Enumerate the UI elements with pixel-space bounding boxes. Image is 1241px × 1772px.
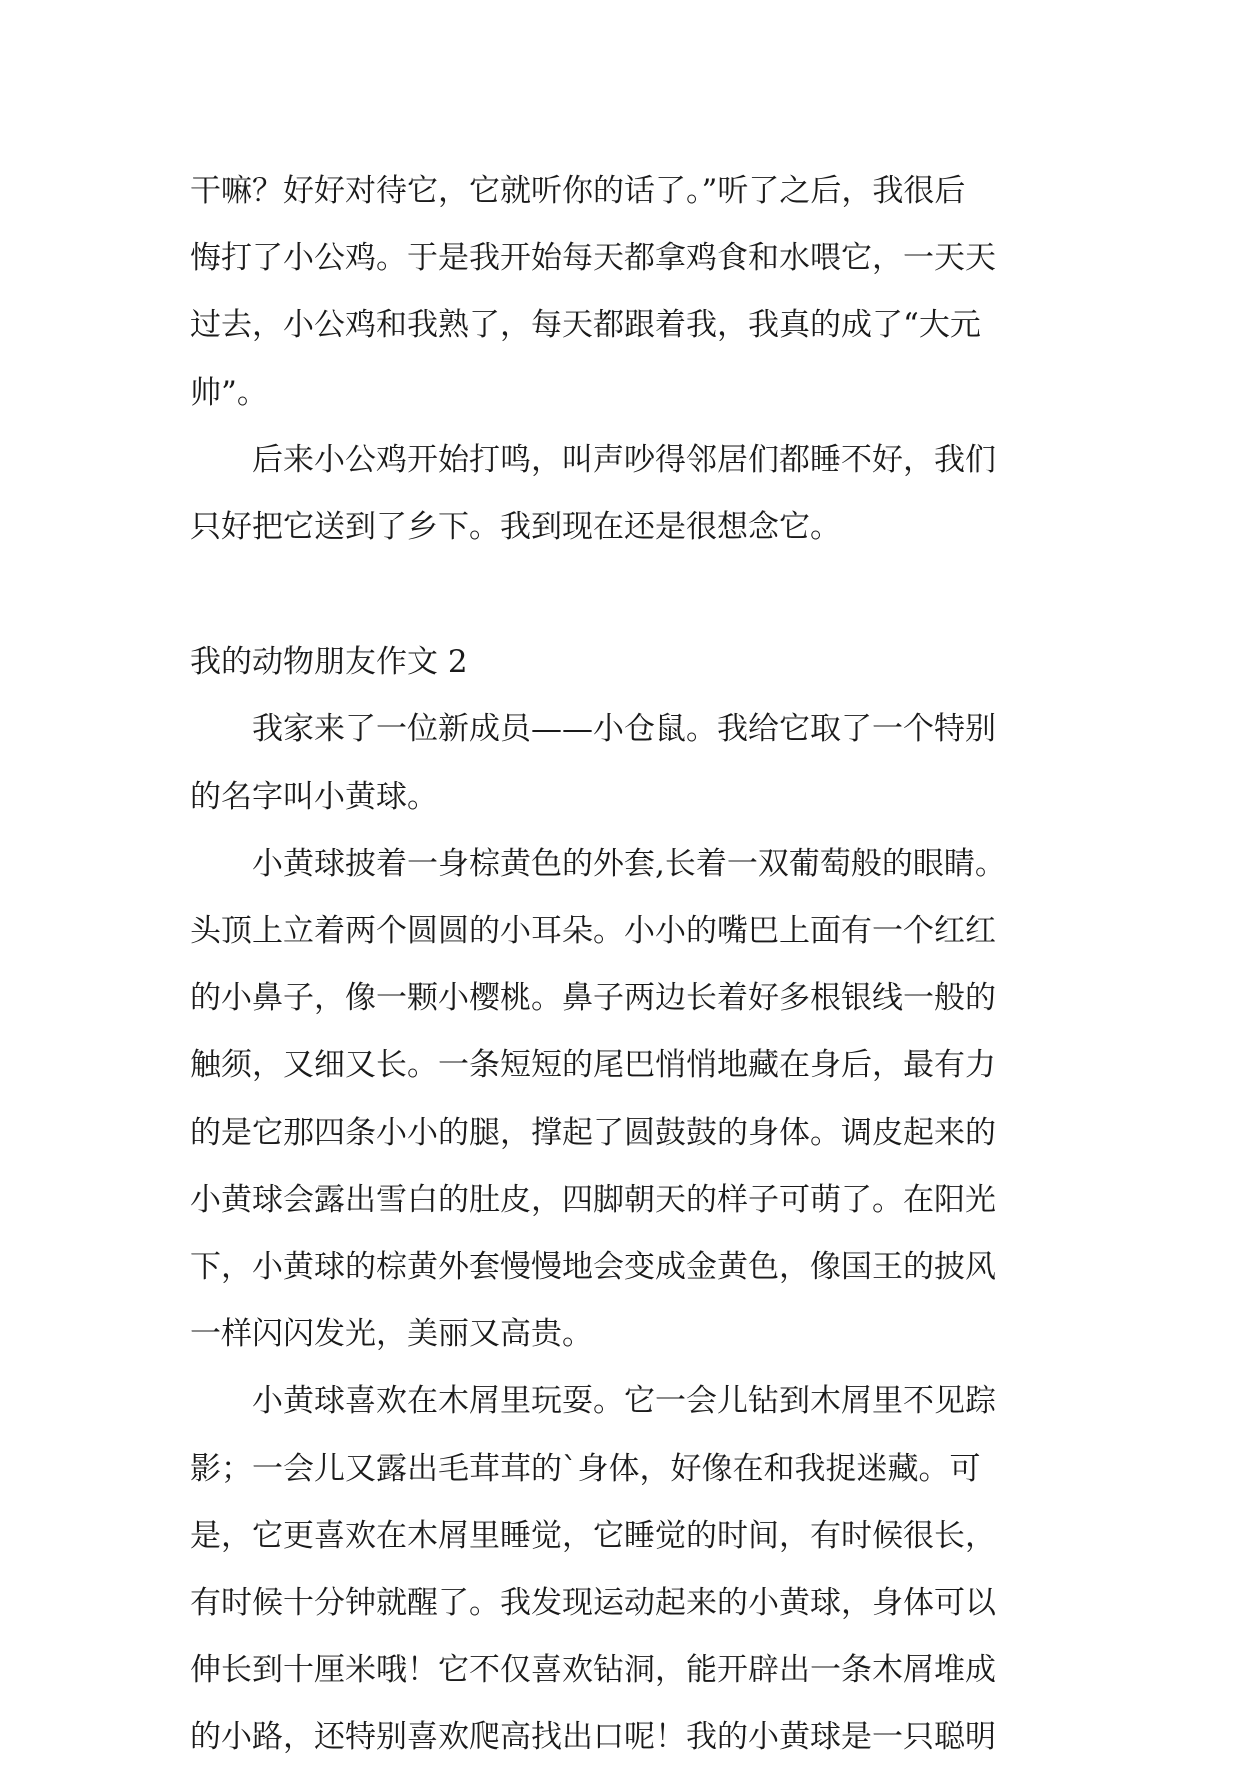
- document-body: [190, 158, 1050, 1772]
- text-line: 后来小公鸡开始打鸣，叫声吵得邻居们都睡不好，我们: [252, 441, 996, 478]
- text-line: 小黄球会露出雪白的肚皮，四脚朝天的样子可萌了。在阳光: [190, 1181, 996, 1218]
- text-line: 有时候十分钟就醒了。我发现运动起来的小黄球，身体可以: [190, 1585, 996, 1622]
- paragraph-intro-hamster: [190, 696, 1050, 830]
- text-line: 头顶上立着两个圆圆的小耳朵。小小的嘴巴上面有一个红红: [190, 913, 996, 950]
- section-title: 我的动物朋友作文 2: [190, 644, 468, 681]
- text-line: 的小路，还特别喜欢爬高找出口呢！我的小黄球是一只聪明: [190, 1719, 996, 1756]
- intro-paragraph: [190, 158, 1050, 427]
- text-line: 一样闪闪发光，美丽又高贵。: [190, 1316, 593, 1353]
- paragraph-habits: [190, 1368, 1050, 1771]
- text-line: 悔打了小公鸡。于是我开始每天都拿鸡食和水喂它，一天天: [190, 240, 996, 277]
- text-line: 影；一会儿又露出毛茸茸的`身体，好像在和我捉迷藏。可: [190, 1450, 981, 1487]
- text-line: 帅”。: [190, 374, 268, 411]
- text-line: 触须，又细又长。一条短短的尾巴悄悄地藏在身后，最有力: [190, 1047, 996, 1084]
- text-line: 伸长到十厘米哦！它不仅喜欢钻洞，能开辟出一条木屑堆成: [190, 1652, 996, 1689]
- text-line: 的小鼻子，像一颗小樱桃。鼻子两边长着好多根银线一般的: [190, 980, 996, 1017]
- text-line: 下，小黄球的棕黄外套慢慢地会变成金黄色，像国王的披风: [190, 1249, 996, 1286]
- section-spacer: [190, 561, 1050, 629]
- paragraph-appearance: [190, 831, 1050, 1369]
- ending-paragraph: [190, 427, 1050, 561]
- text-line: 干嘛？好好对待它，它就听你的话了。”听了之后，我很后: [190, 173, 966, 209]
- text-line: 的是它那四条小小的腿，撑起了圆鼓鼓的身体。调皮起来的: [190, 1114, 996, 1151]
- text-line: 小黄球披着一身棕黄色的外套,长着一双葡萄般的眼睛。: [252, 845, 1006, 882]
- text-line: 的名字叫小黄球。: [190, 778, 438, 815]
- text-line: 过去，小公鸡和我熟了，每天都跟着我，我真的成了“大元: [190, 307, 981, 344]
- text-line: 小黄球喜欢在木屑里玩耍。它一会儿钻到木屑里不见踪: [252, 1383, 996, 1420]
- text-line: 只好把它送到了乡下。我到现在还是很想念它。: [190, 509, 841, 546]
- text-line: 我家来了一位新成员——小仓鼠。我给它取了一个特别: [252, 711, 996, 748]
- text-line: 是，它更喜欢在木屑里睡觉，它睡觉的时间，有时候很长，: [190, 1517, 996, 1554]
